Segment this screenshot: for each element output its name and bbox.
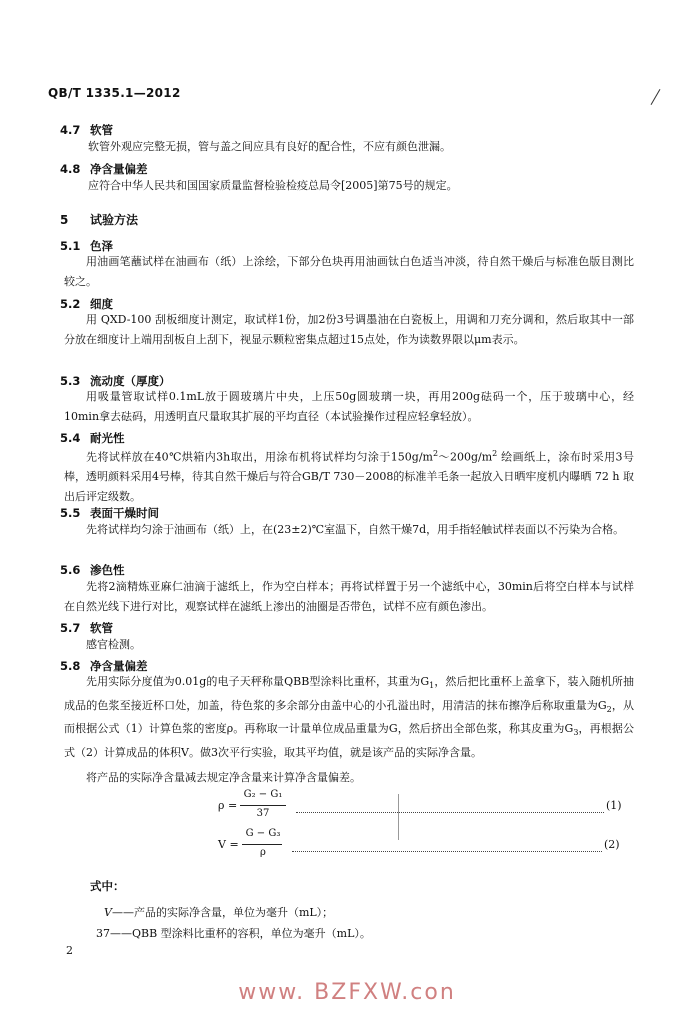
formula-1-denominator: 37 — [256, 808, 270, 819]
standard-code-header: QB/T 1335.1—2012 — [48, 86, 181, 100]
section-5-heading: 5 试验方法 — [60, 213, 139, 227]
section-5-4-heading: 5.4 耐光性 — [60, 431, 125, 445]
section-5-1-text: 用油画笔蘸试样在油画布（纸）上涂绘，下部分色块再用油画钛白色适当冲淡，待自然干燥后与标准色版目测比较之。 — [64, 255, 634, 288]
section-4-7-heading: 4.7 软管 — [60, 123, 113, 137]
section-5-8-deviation-text: 将产品的实际净含量减去规定净含量来计算净含量偏差。 — [86, 771, 361, 784]
formula-1-lhs: ρ = — [218, 799, 238, 812]
site-watermark: www. BZFXW.con — [238, 980, 456, 1005]
section-5-5-text: 先将试样均匀涂于油画布（纸）上，在(23±2)℃室温下，自然干燥7d，用手指轻触试样表面以不污染为合格。 — [86, 523, 625, 536]
section-4-8-text: 应符合中华人民共和国国家质量监督检验检疫总局令[2005]第75号的规定。 — [88, 179, 458, 192]
section-5-7-text: 感官检测。 — [86, 638, 141, 651]
legend-item-v: V——产品的实际净含量，单位为毫升（mL）； — [104, 906, 334, 919]
formula-2-lhs: V = — [218, 838, 239, 851]
section-5-2-heading: 5.2 细度 — [60, 297, 113, 311]
section-5-8-heading: 5.8 净含量偏差 — [60, 659, 148, 673]
formula-2-number: (2) — [604, 838, 620, 851]
section-5-8-text: 先用实际分度值为0.01g的电子天秤称量QBB型涂料比重杯，其重为$G_1$，然后把比重杯上盖拿下，装入随机所抽成品的色浆至接近杯口处，加盖，待色浆的多余部分由盖中心的小孔溢出时，用清洁的抹布擦净后称取重量为$G_2$，从而根据公式（1）计算色浆的密度ρ。再称取一计量单位成品重量为G，然后挤出全部色浆，称其皮重为$G_3$，再根据公式（2）计算成品的体积V。做3次平行实验，取其平均值，就是该产品的实际净含量。 — [64, 675, 634, 760]
section-5-2-text: 用 QXD-100 刮板细度计测定，取试样1份，加2份3号调墨油在白瓷板上，用调和刀充分调和，然后取其中一部分放在细度计上端用刮板自上刮下，视显示颗粒密集点超过15点处，作为读数界限以μm表示。 — [64, 313, 634, 346]
formula-2-denominator: ρ — [260, 847, 266, 858]
formula-2-fraction-bar — [242, 844, 282, 845]
scan-line — [398, 794, 399, 840]
formula-2-leader — [292, 851, 602, 852]
section-4-7-text: 软管外观应完整无损，管与盖之间应具有良好的配合性，不应有颜色泄漏。 — [88, 140, 451, 153]
section-4-8-heading: 4.8 净含量偏差 — [60, 162, 148, 176]
section-5-6-text: 先将2滴精炼亚麻仁油滴于滤纸上，作为空白样本；再将试样置于另一个滤纸中心，30min后将空白样本与试样在自然光线下进行对比，观察试样在滤纸上渗出的油圈是否带色，试样不应有颜色渗出。 — [64, 580, 634, 613]
section-5-3-text: 用吸量管取试样0.1mL放于圆玻璃片中央，上压50g圆玻璃一块，再用200g砝码一个，压于玻璃中心，经10min拿去砝码，用透明直尺量取其扩展的平均直径（本试验操作过程应轻拿轻放）。 — [64, 390, 634, 423]
formula-1-fraction-bar — [240, 805, 286, 806]
legend-item-37: 37——QBB 型涂料比重杯的容积，单位为毫升（mL）。 — [96, 927, 371, 940]
formula-2-numerator: G − G₃ — [245, 828, 281, 839]
scan-mark — [651, 89, 661, 105]
section-5-6-heading: 5.6 渗色性 — [60, 563, 125, 577]
section-5-7-heading: 5.7 软管 — [60, 621, 113, 635]
where-heading: 式中： — [90, 879, 125, 893]
section-5-4-text: 先将试样放在40℃烘箱内3h取出，用涂布机将试样均匀涂于$150g/m^2\sim 200g/m^2$ 绘画纸上，涂布时采用3号棒，透明颜料采用4号棒，待其自然干燥后与符合GB/T 730－2008的标准羊毛条一起放入日晒牢度机内曝晒 72 h 取出后评定级数。 — [64, 449, 634, 503]
page-number: 2 — [66, 944, 73, 957]
formula-1-numerator: G₂ − G₁ — [243, 789, 283, 800]
formula-1-number: (1) — [606, 799, 622, 812]
formula-1-leader — [296, 812, 604, 813]
section-5-1-heading: 5.1 色泽 — [60, 239, 113, 253]
section-5-3-heading: 5.3 流动度（厚度） — [60, 374, 171, 388]
section-5-5-heading: 5.5 表面干燥时间 — [60, 506, 159, 520]
